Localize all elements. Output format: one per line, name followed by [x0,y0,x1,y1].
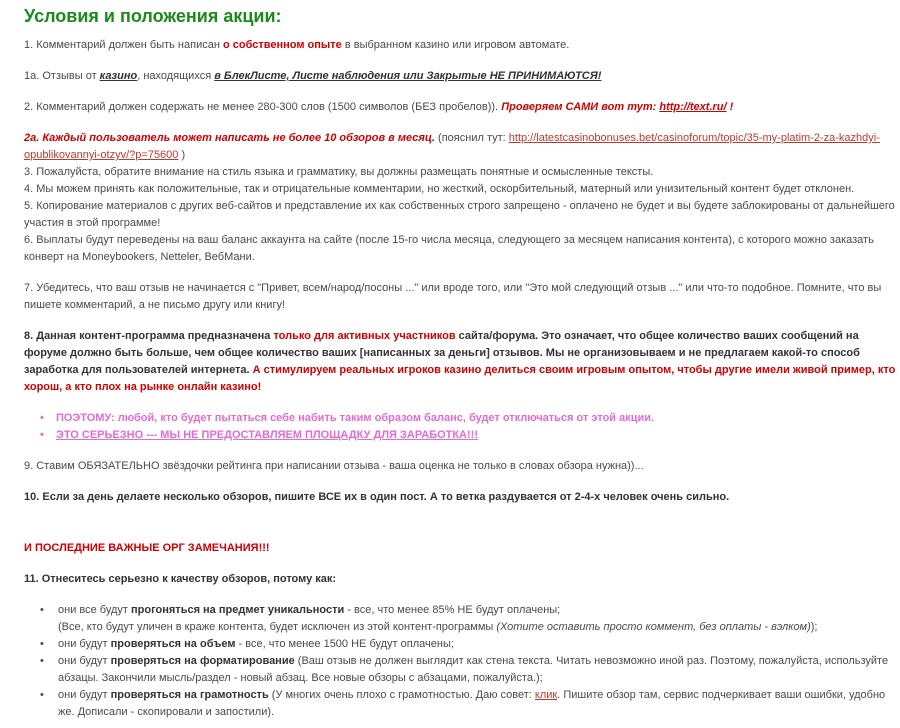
rule-1-text: 1. Комментарий должен быть написан [24,39,223,51]
rule-1a-lists: в БлекЛисте, Листе наблюдения или Закрытые НЕ ПРИНИМАЮТСЯ! [214,70,602,82]
rule-1 [24,37,900,54]
rule-2 [24,99,900,116]
rule-1-emphasis: о собственном опыте [222,39,342,51]
bullet-icon: • [40,429,44,441]
rule-9: 9. Ставим ОБЯЗАТЕЛЬНО звёздочки рейтинга при написании отзыва - ваша оценка не только в словах обзора нужна))... [24,460,644,472]
quality-item-uniqueness [40,602,900,636]
rule-11: 11. Отнеситесь серьезно к качеству обзоров, потому как: [24,573,337,585]
warning-item-2 [40,427,900,444]
rule-2a-limit: 2а. Каждый пользователь может написать не более 10 обзоров в месяц. [24,132,435,144]
bullet-icon: • [40,604,44,616]
rule-1a-mid: , находящихся [137,70,215,82]
forum-topic-link[interactable]: http://latestcasinobonuses.bet/casinoforum/topic/35-my-platim-2-za-kazhdyi-opublikovannyi-otzyv/?p=75600 [24,132,880,161]
warning-text-1: ПОЭТОМУ: любой, кто будет пытаться себе набить таким образом баланс, будет отключаться от этой акции. [56,412,655,424]
rule-2-tail: ! [726,101,734,113]
item-text: - все, что менее 85% НЕ будут оплачены; [344,604,561,616]
rule-5: 5. Копирование материалов с других веб-сайтов и представление их как собственных строго запрещено - оплачено не будет и вы будете заблокированы от дальнейшего участия в этой программе! [24,200,895,229]
rule-1-tail: в выбранном казино или игровом автомате. [341,39,570,51]
rule-3: 3. Пожалуйста, обратите внимание на стиль языка и грамматику, вы должны размещать понятные и осмысленные тексты. [24,166,654,178]
warning-text-2: ЭТО СЕРЬЕЗНО --- МЫ НЕ ПРЕДОСТАВЛЯЕМ ПЛОЩАДКУ ДЛЯ ЗАРАБОТКА!!! [56,429,478,441]
final-heading: И ПОСЛЕДНИЕ ВАЖНЫЕ ОРГ ЗАМЕЧАНИЯ!!! [24,542,270,554]
bullet-icon: • [40,655,44,667]
bullet-icon: • [40,638,44,650]
bullet-icon: • [40,412,44,424]
item-text: они будут [58,655,111,667]
bullet-icon: • [40,689,44,701]
text-ru-link[interactable]: http://text.ru/ [659,101,727,113]
page-title: Условия и положения акции: [24,6,282,26]
quality-item-grammar [40,687,900,721]
warning-item-1 [40,410,900,427]
rule-2a [24,130,900,164]
rule-1a-text: 1а. Отзывы от [24,70,100,82]
quality-item-volume [40,636,900,653]
rule-8-body: сайта/форума. Это означает, что общее количество ваших сообщений на форуме должно быть больше, чем общее количество ваших [написанных за деньги] отзывов. Мы не организовываем и не предлагаем какой-то способ заработка для пользователей интернета. [24,330,860,376]
rule-10 [24,489,900,506]
rule-2a-explain: (пояснил тут: [435,132,509,144]
rule-8-stimulus: А стимулируем реальных игроков казино делиться своим игровым опытом, чтобы другие имели живой пример, кто хорош, а кто плох на рынке онлайн казино! [24,364,896,393]
item-text: . Пишите обзор там, сервис подчеркивает ваши ошибки, удобно же. Дописали - скопировали и запостили). [58,689,886,718]
rule-2-check: Проверяем САМИ вот тут: [501,101,660,113]
item-emphasis: прогоняться на предмет уникальности [131,604,345,616]
rule-4: 4. Мы можем принять как положительные, так и отрицательные комментарии, но жесткий, оскорбительный, матерный или унизительный контент будет отклонен. [24,183,855,195]
item-italic: (Хотите оставить просто коммент, без оплаты - вэлком) [496,621,811,633]
rule-6: 6. Выплаты будут переведены на ваш баланс аккаунта на сайте (после 15-го числа месяца, следующего за месяцем написания контента), с которого можно заказать конверт на Moneybookers, Netteler, ВебМани. [24,234,874,263]
item-text: (Все, кто будут уличен в краже контента, будет исключен из этой контент-программы [58,621,497,633]
item-emphasis: проверяться на грамотность [110,689,269,701]
rule-2-text: 2. Комментарий должен содержать не менее 280-300 слов (1500 символов (БЕЗ пробелов)). [24,101,502,113]
rule-10-number: 10. [24,491,43,503]
item-text: (Ваш отзыв не должен выглядит как стена текста. Читать невозможно иной раз. Поэтому, пожалуйста, используйте абзацы. Закончили мысль/раздел - новый абзац. Все новые обзоры с абзацами, пожалуйста.); [58,655,889,684]
rule-2a-tail: ) [178,149,186,161]
rule-8 [24,328,900,396]
item-text: (У многих очень плохо с грамотностью. Даю совет: [268,689,535,701]
item-text: ); [810,621,818,633]
rule-8-text: 8. Данная контент-программа предназначена [24,330,274,342]
rule-7: 7. Убедитесь, что ваш отзыв не начинается с "Привет, всем/народ/посоны ..." или вроде того, или "Это мой следующий отзыв ..." или что-то подобное. Помните, что вы пишете комментарий, а не письмо другу или книгу! [24,282,882,311]
click-link[interactable]: клик [534,689,558,701]
rule-1a-casino: казино [99,70,138,82]
item-text: они будут [58,689,111,701]
item-emphasis: проверяться на форматирование [110,655,295,667]
rule-8-active: только для активных участников [273,330,456,342]
item-text: они все будут [58,604,131,616]
rule-1a [24,68,900,85]
item-emphasis: проверяться на объем [110,638,236,650]
warning-list [24,410,900,444]
quality-list [24,602,900,721]
item-text: они будут [58,638,111,650]
quality-item-formatting [40,653,900,687]
rule-10-text: Если за день делаете несколько обзоров, пишите ВСЕ их в один пост. А то ветка раздувается от 2-4-х человек очень сильно. [42,491,730,503]
item-text: - все, что менее 1500 НЕ будут оплачены; [235,638,454,650]
